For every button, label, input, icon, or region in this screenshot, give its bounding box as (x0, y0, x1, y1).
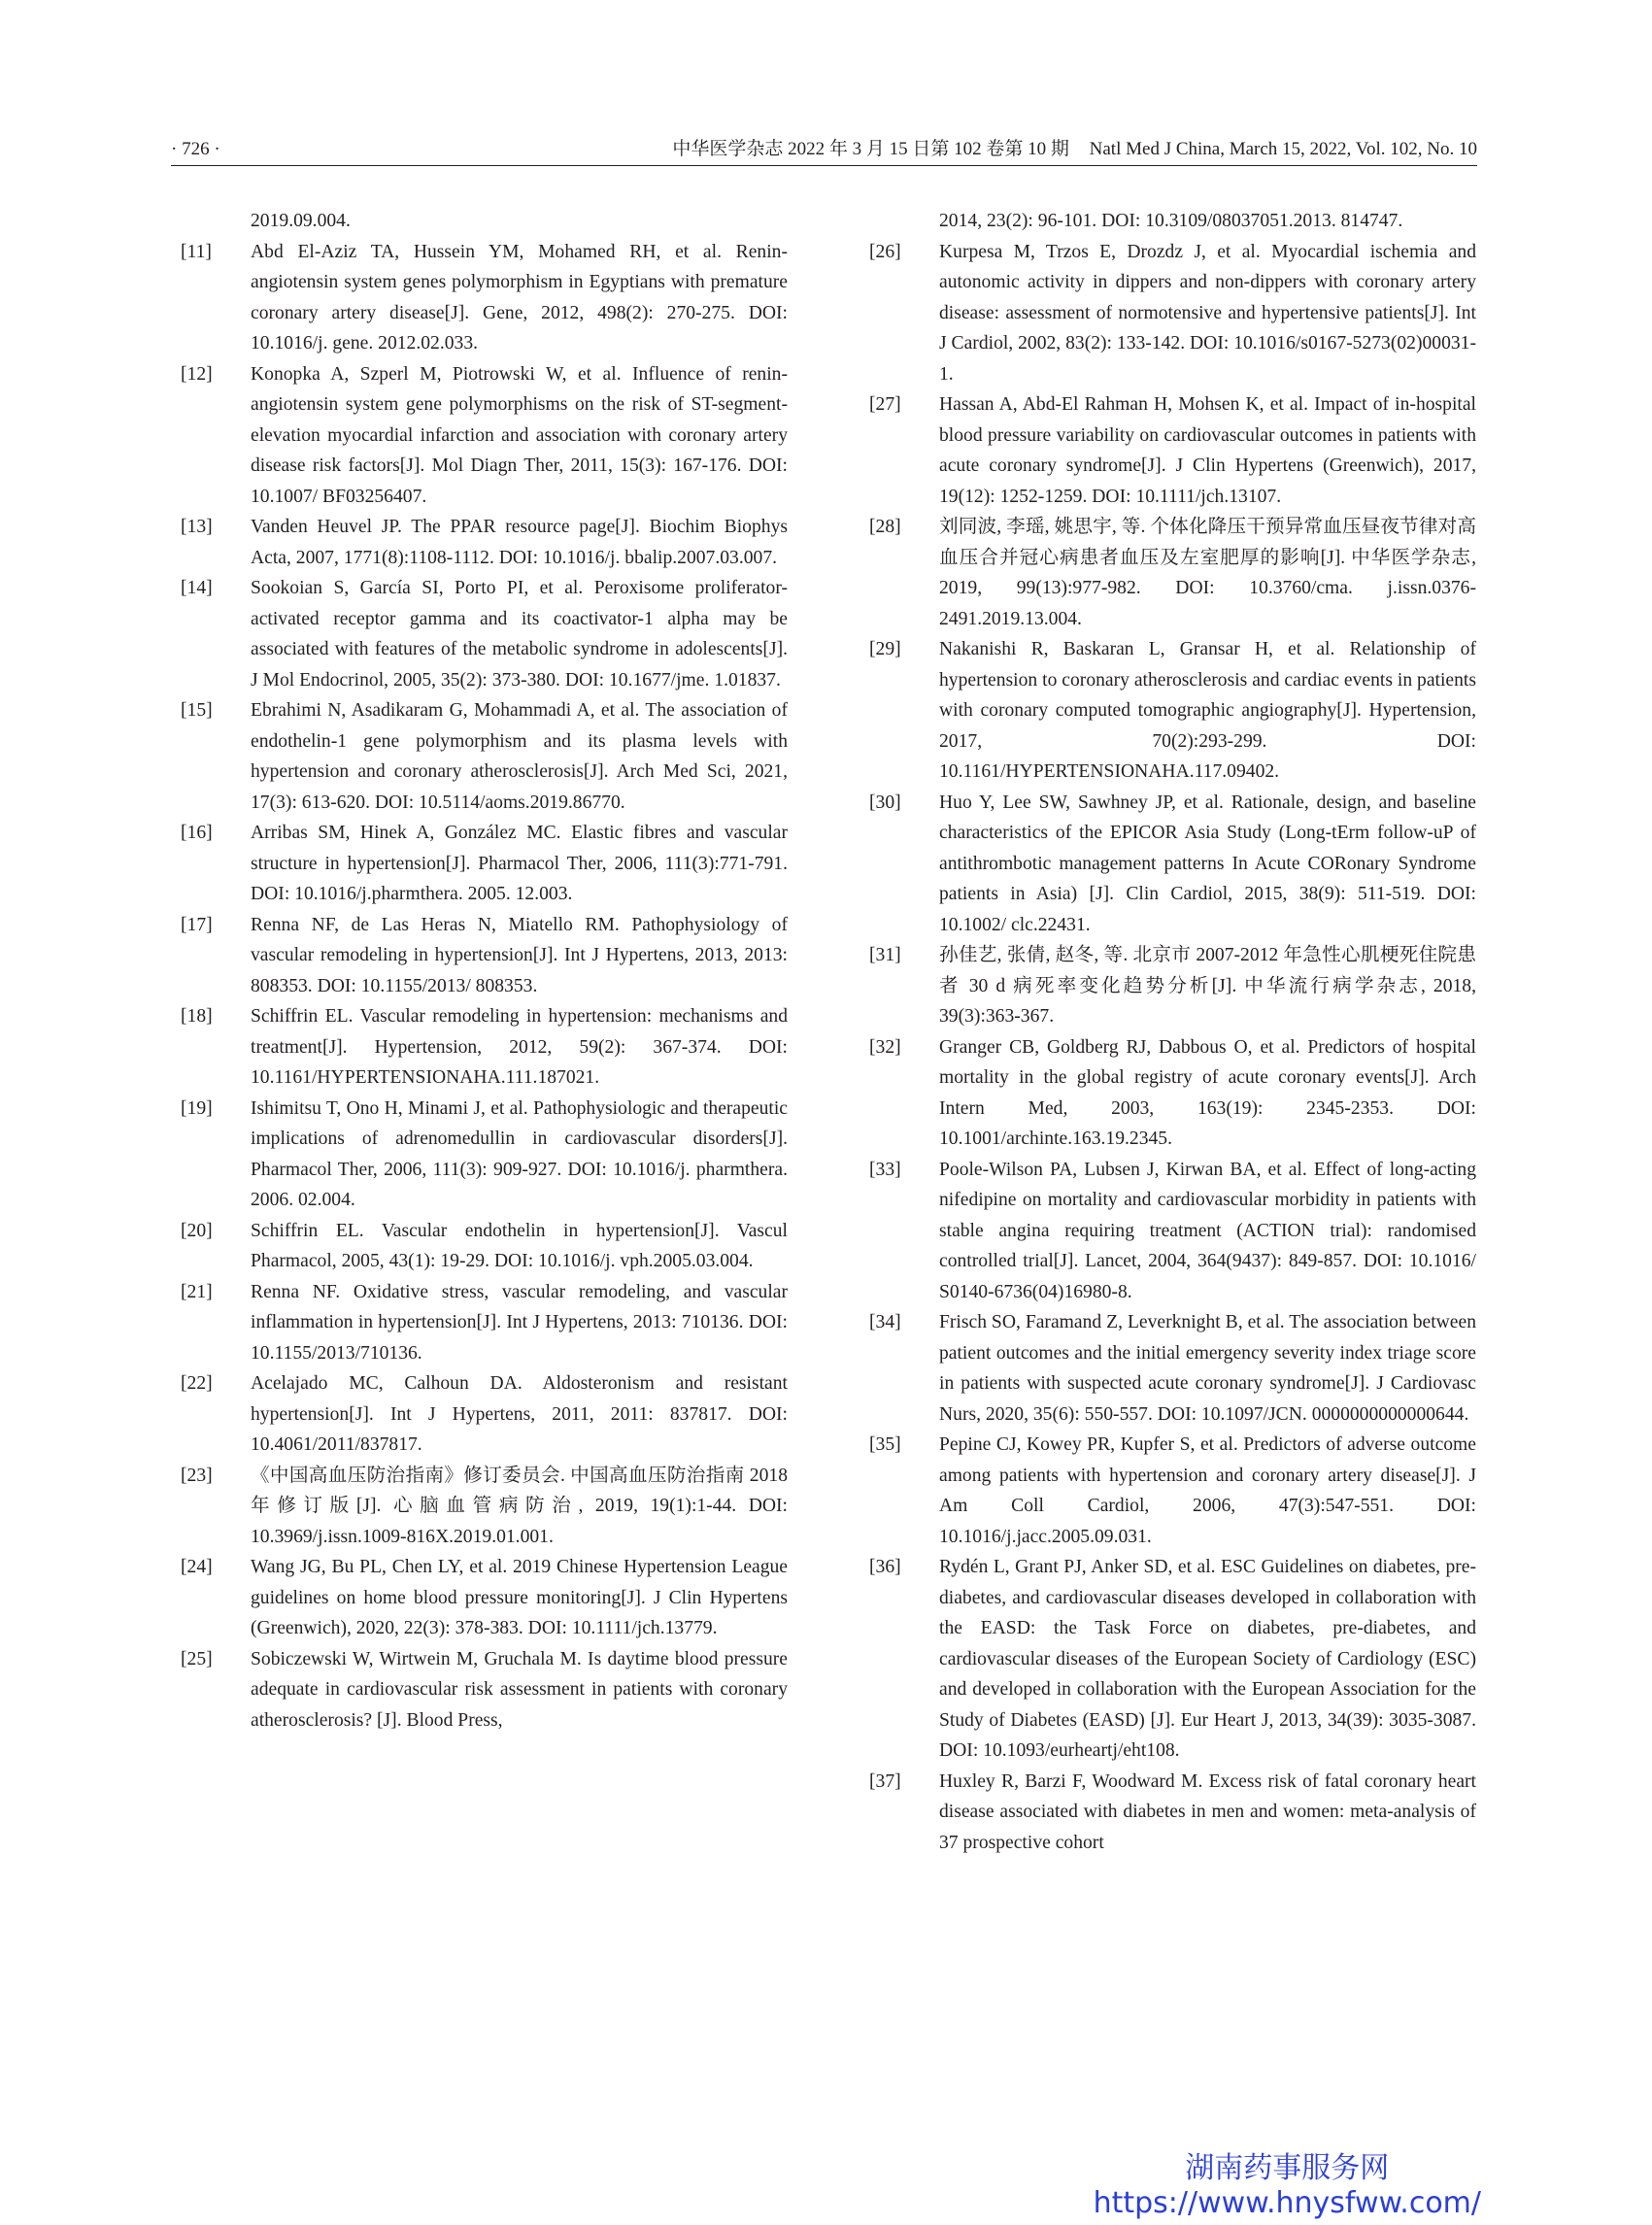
reference-item (181, 1368, 788, 1461)
reference-text: Nakanishi R, Baskaran L, Gransar H, et al. Relationship of hypertension to coronary atherosclerosis and cardiac events in patients with coronary computed tomographic angiography[J]. Hypertension, 2017, 70(2):293-299. DOI: 10.1161/HYPERTENSIONAHA.117.09402. (939, 639, 1476, 782)
reference-text: Wang JG, Bu PL, Chen LY, et al. 2019 Chinese Hypertension League guidelines on home blood pressure monitoring[J]. J Clin Hypertens (Greenwich), 2020, 22(3): 378-383. DOI: 10.1111/jch.13779. (251, 1557, 788, 1638)
reference-item (869, 1155, 1476, 1308)
reference-text: Ishimitsu T, Ono H, Minami J, et al. Pathophysiologic and therapeutic implications of adrenomedullin in cardiovascular disorders[J]. Pharmacol Ther, 2006, 111(3): 909-927. DOI: 10.1016/j. pharmthera. 2006. 02.004. (251, 1097, 788, 1210)
reference-text: Hassan A, Abd-El Rahman H, Mohsen K, et al. Impact of in-hospital blood pressure variability on cardiovascular outcomes in patients with acute coronary syndrome[J]. J Clin Hypertens (Greenwich), 2017, 19(12): 1252-1259. DOI: 10.1111/jch.13107. (939, 394, 1476, 507)
reference-item (181, 359, 788, 513)
reference-item (869, 940, 1476, 1032)
reference-continuation (181, 206, 788, 237)
reference-item (869, 389, 1476, 512)
reference-number: [11] (181, 241, 212, 262)
reference-text: Renna NF. Oxidative stress, vascular remodeling, and vascular inflammation in hypertension[J]. Int J Hypertens, 2013: 710136. DOI: 10.1155/2013/710136. (251, 1281, 788, 1364)
reference-item (181, 1094, 788, 1216)
reference-item (181, 573, 788, 695)
reference-number: [18] (181, 1006, 213, 1027)
journal-citation (657, 134, 1477, 165)
watermark-site-name: 湖南药事服务网 (1185, 2151, 1390, 2185)
reference-number: [24] (181, 1557, 213, 1577)
reference-item (869, 1552, 1476, 1767)
reference-text: Abd El-Aziz TA, Hussein YM, Mohamed RH, et al. Renin-angiotensin system genes polymorphism in Egyptians with premature coronary artery disease[J]. Gene, 2012, 498(2): 270-275. DOI: 10.1016/j. gene. 2012.02.033. (251, 241, 788, 354)
running-header (171, 134, 1477, 166)
reference-text: Vanden Heuvel JP. The PPAR resource page[J]. Biochim Biophys Acta, 2007, 1771(8):1108-1112. DOI: 10.1016/j. bbalip.2007.03.007. (251, 517, 788, 568)
reference-column-left (181, 206, 788, 1736)
reference-text: Schiffrin EL. Vascular remodeling in hypertension: mechanisms and treatment[J]. Hypertension, 2012, 59(2): 367-374. DOI: 10.1161/HYPERTENSIONAHA.111.187021. (251, 1006, 788, 1088)
reference-item (869, 634, 1476, 788)
reference-item (181, 1277, 788, 1369)
reference-number: [32] (869, 1036, 901, 1058)
reference-item (181, 1001, 788, 1094)
reference-text: Sobiczewski W, Wirtwein M, Gruchala M. Is daytime blood pressure adequate in cardiovascular risk assessment in patients with coronary atherosclerosis? [J]. Blood Press, (251, 1648, 788, 1731)
reference-text: Acelajado MC, Calhoun DA. Aldosteronism and resistant hypertension[J]. Int J Hypertens, 2011, 2011: 837817. DOI: 10.4061/2011/837817. (251, 1373, 788, 1455)
watermark-url: https://www.hnysfww.com/ (1093, 2186, 1481, 2220)
reference-item (181, 1216, 788, 1277)
reference-column-right (869, 206, 1476, 1858)
reference-item (869, 1767, 1476, 1859)
reference-text: Poole-Wilson PA, Lubsen J, Kirwan BA, et al. Effect of long-acting nifedipine on mortality and cardiovascular morbidity in patients with stable angina requiring treatment (ACTION trial): randomised controlled trial[J]. Lancet, 2004, 364(9437): 849-857. DOI: 10.1016/ S0140-6736(04)16980-8. (939, 1159, 1476, 1302)
reference-item (869, 1032, 1476, 1155)
reference-number: [16] (181, 823, 213, 843)
reference-number: [17] (181, 914, 213, 935)
page-number: · 726 · (171, 139, 220, 159)
reference-list-right (869, 237, 1476, 1859)
reference-item (181, 512, 788, 573)
reference-number: [14] (181, 578, 213, 598)
reference-number: [21] (181, 1281, 213, 1302)
reference-text: Konopka A, Szperl M, Piotrowski W, et al. Influence of renin-angiotensin system gene polymorphisms on the risk of ST-segment-elevation myocardial infarction and association with coronary artery disease risk factors[J]. Mol Diagn Ther, 2011, 15(3): 167-176. DOI: 10.1007/ BF03256407. (251, 363, 788, 507)
reference-number: [36] (869, 1557, 901, 1577)
reference-number: [25] (181, 1648, 213, 1669)
reference-text: Pepine CJ, Kowey PR, Kupfer S, et al. Predictors of adverse outcome among patients with hypertension and coronary artery disease[J]. J Am Coll Cardiol, 2006, 47(3):547-551. DOI: 10.1016/j.jacc.2005.09.031. (939, 1434, 1476, 1547)
reference-item (181, 695, 788, 818)
reference-number: [28] (869, 517, 901, 537)
reference-item (869, 1430, 1476, 1552)
reference-text: Arribas SM, Hinek A, González MC. Elastic fibres and vascular structure in hypertension[J]. Pharmacol Ther, 2006, 111(3):771-791. DOI: 10.1016/j.pharmthera. 2005. 12.003. (251, 823, 788, 904)
reference-continuation (869, 206, 1476, 237)
reference-text: 孙佳艺, 张倩, 赵冬, 等. 北京市 2007-2012 年急性心肌梗死住院患者 30 d 病死率变化趋势分析[J]. 中华流行病学杂志, 2018, 39(3):363-367. (939, 945, 1476, 1027)
reference-number: [37] (869, 1770, 901, 1792)
reference-item (181, 237, 788, 359)
reference-list-left (181, 237, 788, 1736)
reference-number: [34] (869, 1312, 901, 1332)
reference-text: Sookoian S, García SI, Porto PI, et al. Peroxisome proliferator-activated receptor gamma and its coactivator-1 alpha may be associated with features of the metabolic syndrome in adolescents[J]. J Mol Endocrinol, 2005, 35(2): 373-380. DOI: 10.1677/jme. 1.01837. (251, 578, 788, 691)
reference-text: 刘同波, 李瑶, 姚思宇, 等. 个体化降压干预异常血压昼夜节律对高血压合并冠心病患者血压及左室肥厚的影响[J]. 中华医学杂志, 2019, 99(13):977-982. DOI: 10.3760/cma. j.issn.0376-2491.2019.13.004. (939, 517, 1476, 629)
reference-item (869, 788, 1476, 941)
reference-text: Ebrahimi N, Asadikaram G, Mohammadi A, et al. The association of endothelin-1 gene polymorphism and its plasma levels with hypertension and coronary atherosclerosis[J]. Arch Med Sci, 2021, 17(3): 613-620. DOI: 10.5114/aoms.2019.86770. (251, 700, 788, 813)
reference-number: [31] (869, 945, 901, 965)
reference-number: [13] (181, 517, 213, 537)
reference-text: Rydén L, Grant PJ, Anker SD, et al. ESC Guidelines on diabetes, pre-diabetes, and cardiovascular diseases developed in collaboration with the EASD: the Task Force on diabetes, pre-diabetes, and cardiovascular diseases of the European Society of Cardiology (ESC) and developed in collaboration with the European Association for the Study of Diabetes (EASD) [J]. Eur Heart J, 2013, 34(39): 3035-3087. DOI: 10.1093/eurheartj/eht108. (939, 1557, 1476, 1761)
reference-number: [20] (181, 1220, 213, 1241)
reference-number: [23] (181, 1465, 213, 1486)
reference-text: Granger CB, Goldberg RJ, Dabbous O, et al. Predictors of hospital mortality in the global registry of acute coronary events[J]. Arch Intern Med, 2003, 163(19): 2345-2353. DOI: 10.1001/archinte.163.19.2345. (939, 1036, 1476, 1149)
reference-item (181, 818, 788, 910)
journal-title-cn: 中华医学杂志 2022 年 3 月 15 日第 102 卷第 10 期 (672, 139, 1069, 159)
reference-text: Renna NF, de Las Heras N, Miatello RM. Pathophysiology of vascular remodeling in hypertension[J]. Int J Hypertens, 2013, 2013: 808353. DOI: 10.1155/2013/ 808353. (251, 914, 788, 996)
reference-number: [15] (181, 700, 213, 721)
reference-item (869, 237, 1476, 390)
reference-text: Frisch SO, Faramand Z, Leverknight B, et al. The association between patient outcomes and the initial emergency severity index triage score in patients with suspected acute coronary syndrome[J]. J Cardiovasc Nurs, 2020, 35(6): 550-557. DOI: 10.1097/JCN. 0000000000000644. (939, 1312, 1476, 1425)
reference-item (869, 512, 1476, 634)
reference-number: [30] (869, 792, 901, 813)
reference-text: Huxley R, Barzi F, Woodward M. Excess risk of fatal coronary heart disease associated with diabetes in men and women: meta-analysis of 37 prospective cohort (939, 1770, 1476, 1853)
reference-text: 2014, 23(2): 96-101. DOI: 10.3109/08037051.2013. 814747. (939, 211, 1403, 231)
reference-text: Huo Y, Lee SW, Sawhney JP, et al. Rationale, design, and baseline characteristics of the EPICOR Asia Study (Long-tErm follow-uP of antithrombotic management patterns In Acute CORonary Syndrome patients in Asia) [J]. Clin Cardiol, 2015, 38(9): 511-519. DOI: 10.1002/ clc.22431. (939, 792, 1476, 935)
reference-item (181, 1552, 788, 1644)
reference-number: [29] (869, 639, 901, 659)
journal-title-en: Natl Med J China, March 15, 2022, Vol. 102, No. 10 (1089, 139, 1477, 159)
reference-item (181, 1644, 788, 1736)
reference-number: [26] (869, 241, 901, 262)
reference-number: [33] (869, 1159, 901, 1180)
reference-number: [12] (181, 363, 213, 385)
reference-text: 《中国高血压防治指南》修订委员会. 中国高血压防治指南 2018 年修订版[J]. 心脑血管病防治, 2019, 19(1):1-44. DOI: 10.3969/j.issn.1009-816X.2019.01.001. (251, 1465, 788, 1547)
reference-number: [22] (181, 1373, 213, 1394)
reference-text: Kurpesa M, Trzos E, Drozdz J, et al. Myocardial ischemia and autonomic activity in dippers and non-dippers with coronary artery disease: assessment of normotensive and hypertensive patients[J]. Int J Cardiol, 2002, 83(2): 133-142. DOI: 10.1016/s0167-5273(02)00031-1. (939, 241, 1476, 385)
reference-number: [27] (869, 394, 901, 415)
reference-item (181, 910, 788, 1002)
reference-number: [19] (181, 1097, 213, 1119)
site-watermark (1094, 2151, 1481, 2221)
reference-number: [35] (869, 1434, 901, 1455)
reference-item (869, 1307, 1476, 1430)
reference-item (181, 1461, 788, 1553)
reference-text: Schiffrin EL. Vascular endothelin in hypertension[J]. Vascul Pharmacol, 2005, 43(1): 19-29. DOI: 10.1016/j. vph.2005.03.004. (251, 1220, 788, 1271)
reference-text: 2019.09.004. (251, 211, 351, 231)
